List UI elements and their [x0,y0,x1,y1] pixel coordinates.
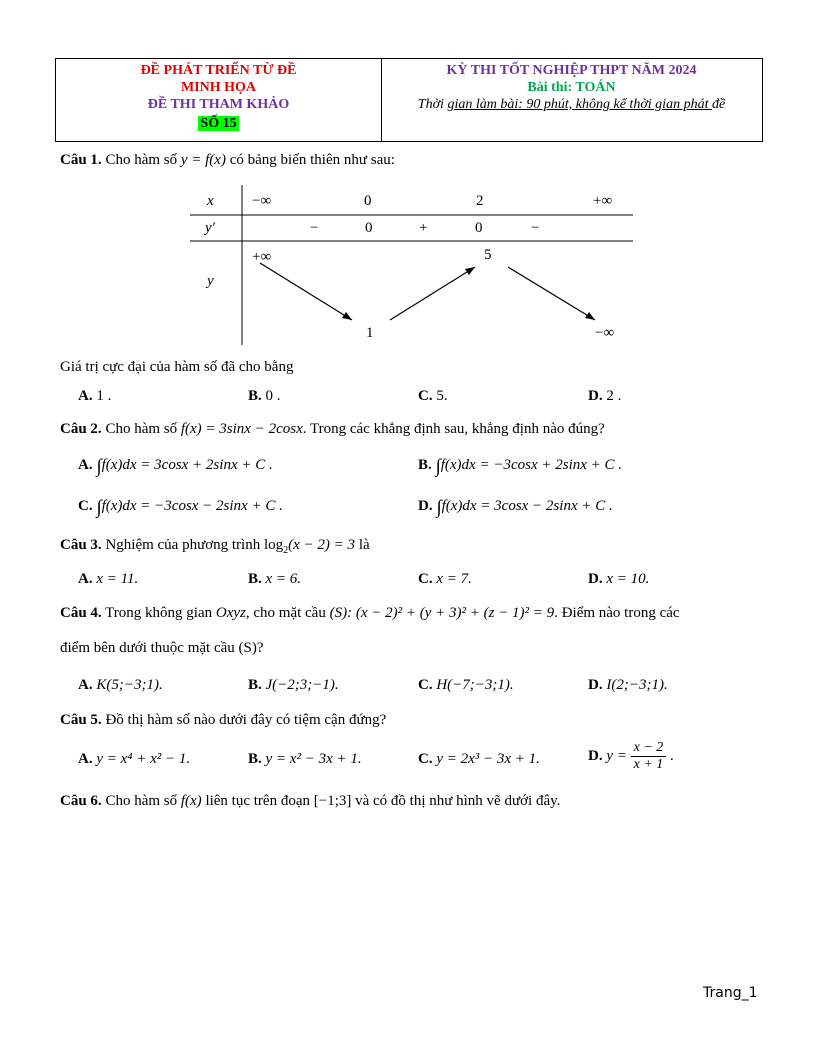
table-sign: − [531,220,540,236]
table-sign: 0 [365,220,373,236]
q3-answer-c[interactable]: C. x = 7. [418,571,472,587]
q1-formula: y = f(x) [180,152,226,168]
variation-table [190,185,635,345]
q1-answer-a[interactable]: A. 1 . [78,388,112,404]
question-4: Câu 4. Trong không gian Oxyz, cho mặt cầu (S): (x − 2)² + (y + 3)² + (z − 1)² = 9. Điểm nào trong các [60,605,680,621]
q2-answer-a[interactable]: A. ∫f(x)dx = 3cosx + 2sinx + C . [78,456,273,477]
q4-answer-b[interactable]: B. J(−2;3;−1). [248,677,339,693]
q4-sphere-equation: (S): (x − 2)² + (y + 3)² + (z − 1)² = 9 [329,605,555,621]
table-x-value: 2 [476,193,484,209]
table-x-value: −∞ [252,193,272,209]
subject-name: TOÁN [575,80,616,95]
table-y-label: y [207,273,214,289]
q5-answer-a[interactable]: A. y = x⁴ + x² − 1. [78,751,191,767]
table-y-value: 1 [366,325,374,341]
decreasing-arrow-2 [508,267,595,320]
table-y-value: +∞ [252,249,272,265]
q1-answer-b[interactable]: B. 0 . [248,388,281,404]
table-sign: − [310,220,319,236]
header-right-cell [381,59,762,141]
q1-question: Giá trị cực đại của hàm số đã cho bằng [60,359,294,375]
exam-name: KỲ THI TỐT NGHIỆP THPT NĂM 2024 [446,63,697,78]
header-title-line1: ĐỀ PHÁT TRIỂN TỪ ĐỀ [140,63,297,78]
table-sign: 0 [475,220,483,236]
time-limit: Thời gian làm bài: 90 phút, không kể thời gian phát đề [417,97,726,112]
q4-answer-c[interactable]: C. H(−7;−3;1). [418,677,514,693]
q3-formula: $\log_2(x - 2) = 3$ [263,537,356,556]
q2-answer-b[interactable]: B. ∫f(x)dx = −3cosx + 2sinx + C . [418,456,623,477]
q5-answer-c[interactable]: C. y = 2x³ − 3x + 1. [418,751,540,767]
header-left-cell [56,59,382,141]
integral-icon: ∫ [96,497,102,518]
question-6: Câu 6. Cho hàm số f(x) liên tục trên đoạn [−1;3] và có đồ thị như hình vẽ dưới đây. [60,793,561,809]
q5-answer-d[interactable]: D. y = $\frac{x - 2}{x + 1}$ . [588,740,674,772]
table-sign: + [419,220,428,236]
question-3: Câu 3. Nghiệm của phương trình $\log_2(x - 2) = 3$ là [60,537,370,556]
q1-answer-c[interactable]: C. 5. [418,388,448,404]
q2-answer-d[interactable]: D. ∫f(x)dx = 3cosx − 2sinx + C . [418,497,613,518]
q5-fraction: $\frac{x - 2}{x + 1}$ [631,740,667,773]
table-y-value: 5 [484,247,492,263]
exam-header [55,58,763,142]
q6-interval: [−1;3] [313,793,352,809]
question-1: Câu 1. Cho hàm số y = f(x) có bảng biến thiên như sau: [60,152,395,168]
page-number: Trang_1 [703,985,758,1001]
table-x-label: x [207,193,214,209]
q5-answer-b[interactable]: B. y = x² − 3x + 1. [248,751,362,767]
q3-answer-d[interactable]: D. x = 10. [588,571,650,587]
table-yprime-label: y′ [205,220,215,236]
header-title-line2: MINH HỌA [180,80,257,95]
increasing-arrow [390,267,475,320]
q2-formula: f(x) = 3sinx − 2cosx [180,421,303,437]
header-title-line3: ĐỀ THI THAM KHẢO [147,97,290,112]
q1-answer-d[interactable]: D. 2 . [588,388,622,404]
question-5: Câu 5. Đồ thị hàm số nào dưới đây có tiệm cận đứng? [60,712,387,728]
question-2: Câu 2. Cho hàm số f(x) = 3sinx − 2cosx. Trong các khẳng định sau, khẳng định nào đúng? [60,421,605,437]
exam-number-badge: SỐ 15 [200,116,237,131]
integral-icon: ∫ [435,456,441,477]
q4-answer-d[interactable]: D. I(2;−3;1). [588,677,668,693]
q4-answer-a[interactable]: A. K(5;−3;1). [78,677,163,693]
q3-answer-a[interactable]: A. x = 11. [78,571,139,587]
subject-label: Bài thi: [527,80,576,95]
question-4-line2: điểm bên dưới thuộc mặt cầu (S)? [60,640,264,656]
variation-table-lines [190,185,635,345]
table-y-value: −∞ [595,325,615,341]
decreasing-arrow-1 [260,263,352,320]
table-x-value: 0 [364,193,372,209]
integral-icon: ∫ [96,456,102,477]
q3-answer-b[interactable]: B. x = 6. [248,571,302,587]
integral-icon: ∫ [436,497,442,518]
q2-answer-c[interactable]: C. ∫f(x)dx = −3cosx − 2sinx + C . [78,497,283,518]
table-x-value: +∞ [593,193,613,209]
